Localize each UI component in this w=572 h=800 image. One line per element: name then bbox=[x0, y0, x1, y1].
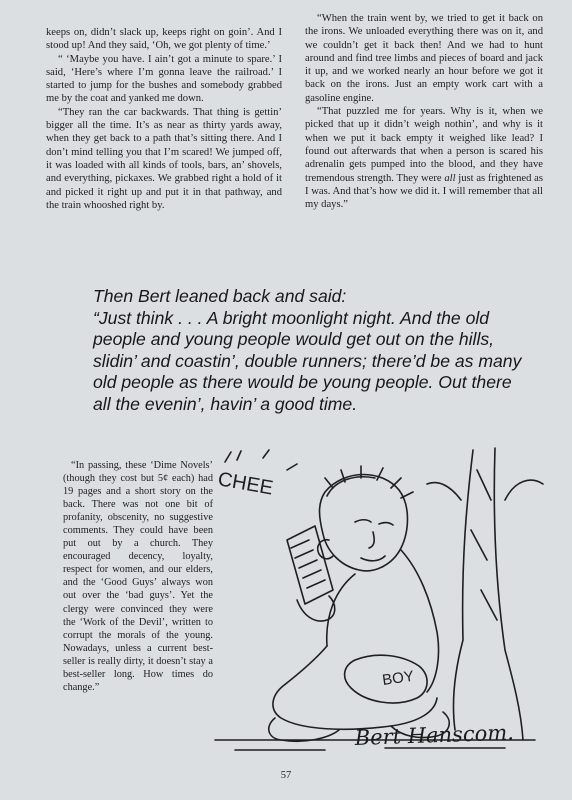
tree-trunk bbox=[453, 448, 523, 740]
artist-signature: Bert Hanscom. bbox=[354, 720, 515, 750]
paragraph: “ ‘Maybe you have. I ain’t got a minute to spare.’ I said, ‘Here’s where I’m gonna leave the railroad.’ I started to jump for the bushes and somebody grabbed me by the coat and yanked me down. bbox=[46, 53, 282, 105]
paragraph: “When the train went by, we tried to get it back on the irons. We unloaded everything there was on it, and we couldn’t get it back then! And we had to hunt around and find tree limbs and pieces of board and jack it up, and we worked nearly an hour before we got it back on the irons. Just an empty work cart with a gasoline engine. bbox=[305, 13, 543, 104]
paragraph: keeps on, didn’t slack up, keeps right on goin’. And I stood up! And they said, ‘Oh, we got plenty of time.’ bbox=[46, 27, 282, 52]
sound-lines bbox=[225, 450, 297, 470]
paragraph: “They ran the car backwards. That thing is gettin’ bigger all the time. It’s as near as thirty yards away, when they get back to a path that’s sitting there. And I don’t mind telling you that I’m scared! We jumped off, it was loaded with all kinds of tools, bars, an’ shovels, and everything, pickaxes. We grabbed right a hold of it and picked it right up and put it in that pathway, and the train whooshed right by. bbox=[46, 106, 282, 211]
illustration-caption: CHEE bbox=[216, 468, 275, 500]
shirt-lettering: BOY bbox=[381, 667, 415, 689]
pull-quote bbox=[60, 286, 530, 416]
dime-novel-book bbox=[287, 526, 333, 604]
paragraph: “That puzzled me for years. Why is it, when we picked that up it didn’t weigh nothin’, and why is it when we put it back empty it weighed like lead? I found out afterwards that when a person is scared his adrenalin gets pumped into the blood, and they have tremendous strength. They were all just as frightened as I was. And that’s how we did it. I will remember that all my days.” bbox=[305, 106, 543, 211]
torso bbox=[327, 550, 439, 692]
face bbox=[355, 520, 393, 561]
pull-quote-body: “Just think . . . A bright moonlight night. And the old people and young people would get out on the hills, slidin’ and coastin’, double runners; there’d be as many old people as there would be young people. Out there all the evenin’, havin’ a good time. bbox=[93, 307, 522, 414]
legs bbox=[273, 646, 437, 729]
tree-branch bbox=[427, 480, 543, 500]
page-number: 57 bbox=[280, 770, 292, 781]
left-text-column bbox=[46, 26, 282, 212]
sidebar-note bbox=[63, 459, 213, 694]
pull-quote-lead: Then Bert leaned back and said: bbox=[93, 286, 347, 306]
hair bbox=[325, 466, 413, 498]
emphasis: all bbox=[444, 172, 456, 184]
sidebar-paragraph: “In passing, these ‘Dime Novels’ (though they cost but 5¢ each) had 19 pages and a short story on the back. There was not one bit of profanity, obscenity, no suggestive comments. They could have been put out by a church. They encouraged decency, loyalty, respect for women, and our elders, and the ‘Good Guys’ always won out over the ‘bad guys’. Yet the clergy were convinced they were the ‘Work of the Devil’, written to corrupt the morals of the young. Nowadays, unless a current best-seller is really dirty, it doesn’t stay a best-seller long. How times do change.” bbox=[63, 460, 213, 693]
right-text-column bbox=[305, 12, 543, 211]
illustration-sketch bbox=[205, 440, 550, 760]
